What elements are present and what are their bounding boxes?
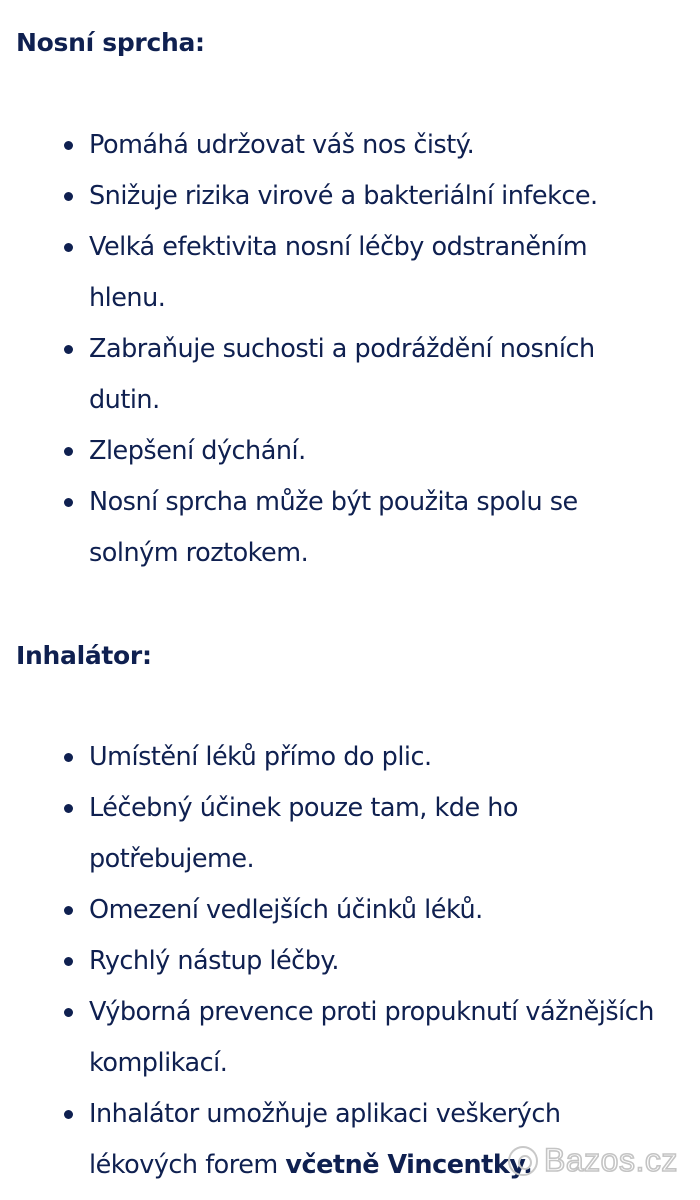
watermark-text: Bazos.cz: [544, 1142, 678, 1178]
list-nosni-sprcha: [0, 120, 700, 579]
list-inhalator: [0, 732, 700, 1191]
watermark: [508, 1142, 678, 1179]
bullet-icon: [64, 906, 73, 915]
bazos-logo-icon: [508, 1146, 538, 1176]
bullet-icon: [64, 753, 73, 762]
bullet-icon: [64, 243, 73, 252]
list-item: Rychlý nástup léčby.: [0, 936, 700, 987]
bullet-icon: [64, 345, 73, 354]
list-item: Pomáhá udržovat váš nos čistý.: [0, 120, 700, 171]
bullet-icon: [64, 804, 73, 813]
bold-vincentka: včetně Vincentky.: [285, 1150, 533, 1180]
list-item: Inhalátor umožňuje aplikaci veškerých lékových forem včetně Vincentky.: [0, 1089, 700, 1191]
list-item: Zlepšení dýchání.: [0, 426, 700, 477]
section-title-inhalator: Inhalátor:: [16, 641, 152, 670]
list-item: Omezení vedlejších účinků léků.: [0, 885, 700, 936]
list-item: Zabraňuje suchosti a podráždění nosních dutin.: [0, 324, 700, 426]
list-item: Snižuje rizika virové a bakteriální infekce.: [0, 171, 700, 222]
list-item: Umístění léků přímo do plic.: [0, 732, 700, 783]
section-title-nosni-sprcha: Nosní sprcha:: [16, 28, 205, 57]
bullet-icon: [64, 192, 73, 201]
list-item: Léčebný účinek pouze tam, kde ho potřebujeme.: [0, 783, 700, 885]
bullet-icon: [64, 141, 73, 150]
bullet-icon: [64, 498, 73, 507]
bullet-icon: [64, 957, 73, 966]
list-item: Velká efektivita nosní léčby odstraněním hlenu.: [0, 222, 700, 324]
list-item: Nosní sprcha může být použita spolu se solným roztokem.: [0, 477, 700, 579]
bullet-icon: [64, 1110, 73, 1119]
list-item: Výborná prevence proti propuknutí vážnějších komplikací.: [0, 987, 700, 1089]
bullet-icon: [64, 1008, 73, 1017]
bullet-icon: [64, 447, 73, 456]
